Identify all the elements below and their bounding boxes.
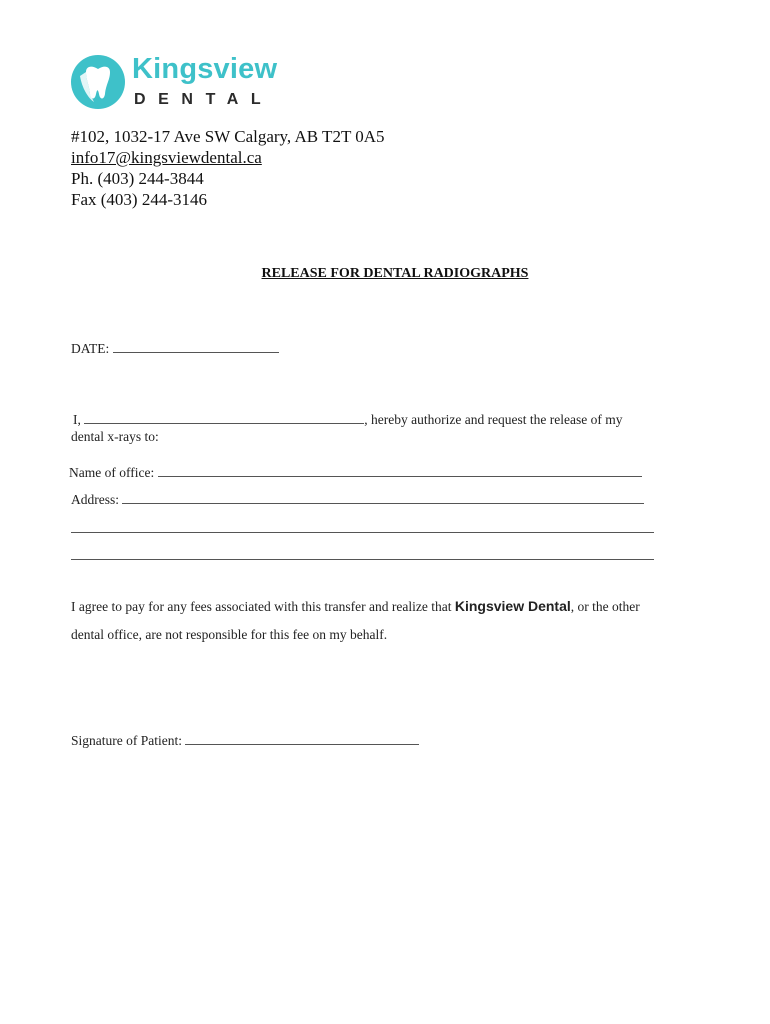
brand-subtitle: DENTAL <box>134 91 274 108</box>
agreement-line2: dental office, are not responsible for this fee on my behalf. <box>71 627 388 642</box>
agreement-brand: Kingsview Dental <box>454 598 571 614</box>
signature-field[interactable] <box>185 732 419 745</box>
office-name-field[interactable] <box>158 464 642 477</box>
contact-address: #102, 1032-17 Ave SW Calgary, AB T2T 0A5 <box>71 127 385 146</box>
office-row <box>69 464 642 482</box>
authorize-suffix: , hereby authorize and request the release of my <box>364 412 623 427</box>
authorize-prefix: I, <box>73 412 81 427</box>
contact-phone: Ph. (403) 244-3844 <box>71 169 204 188</box>
brand-logo <box>70 52 300 112</box>
contact-fax: Fax (403) 244-3146 <box>71 190 207 209</box>
date-label: DATE: <box>71 341 110 356</box>
authorize-row <box>73 411 623 429</box>
agreement-part1: I agree to pay for any fees associated with this transfer and realize that <box>71 599 452 614</box>
date-field[interactable] <box>113 340 279 353</box>
contact-email[interactable]: info17@kingsviewdental.ca <box>71 148 262 167</box>
date-row <box>71 340 279 358</box>
contact-block <box>71 126 385 210</box>
form-title: RELEASE FOR DENTAL RADIOGRAPHS <box>261 266 529 281</box>
signature-row <box>71 732 419 750</box>
signature-label: Signature of Patient: <box>71 733 182 748</box>
address-line-2[interactable] <box>71 532 654 533</box>
address-label: Address: <box>71 492 119 507</box>
patient-name-field[interactable] <box>84 411 364 424</box>
address-row <box>71 491 644 509</box>
authorize-line2: dental x-rays to: <box>71 429 159 444</box>
agreement-paragraph <box>71 592 640 649</box>
brand-name: Kingsview <box>132 53 278 85</box>
address-line-3[interactable] <box>71 559 654 560</box>
agreement-part2: , or the other <box>570 599 640 614</box>
office-label: Name of office: <box>69 465 155 480</box>
tooth-logo-icon <box>70 54 126 110</box>
address-field[interactable] <box>122 491 644 504</box>
